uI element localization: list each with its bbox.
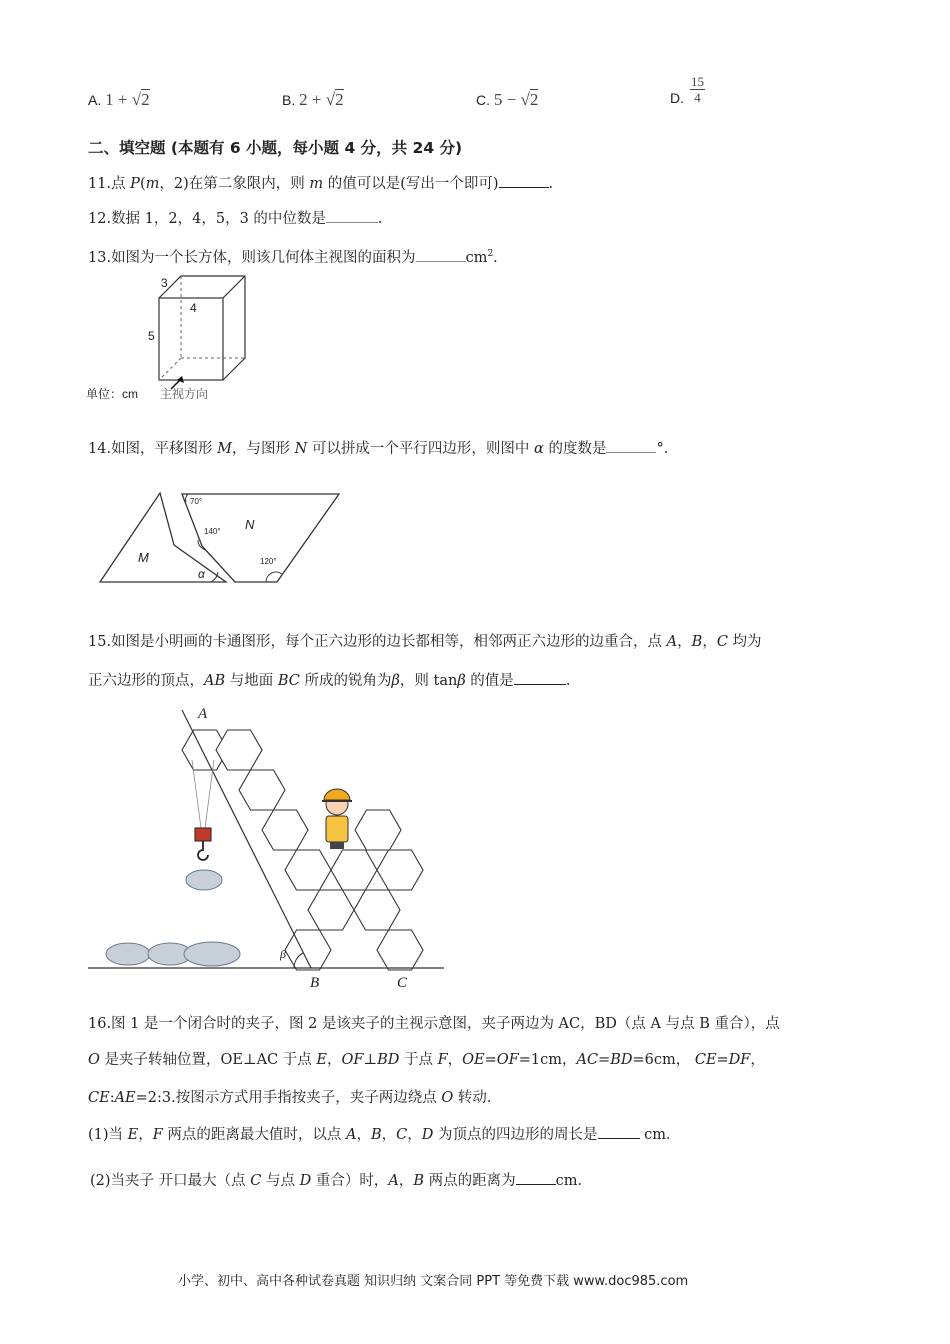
shape-n-label: N: [245, 517, 255, 532]
question-16-part-2: (2)当夹子 开口最大（点 C 与点 D 重合）时，A，B 两点的距离为 cm．: [90, 1170, 592, 1191]
label-4: 4: [190, 301, 197, 315]
beta-label: β: [280, 947, 286, 961]
question-15-line-1: 15.如图是小明画的卡通图形，每个正六边形的边长都相等，相邻两正六边形的边重合，点 A，B，C 均为: [88, 634, 762, 650]
option-b: B. 2 + √2: [282, 90, 344, 109]
label-3: 3: [161, 276, 168, 290]
section-title: 二、填空题 (本题有 6 小题，每小题 4 分，共 24 分): [88, 139, 463, 157]
question-16-part-1: (1)当 E，F 两点的距离最大值时，以点 A，B，C，D 为顶点的四边形的周长是 cm．: [88, 1124, 681, 1145]
unit-label: 单位：cm: [86, 387, 138, 401]
point-c-label: C: [397, 975, 408, 991]
angle-140-label: 140°: [204, 527, 221, 536]
question-16-line-1: 16.图 1 是一个闭合时的夹子，图 2 是该夹子的主视示意图，夹子两边为 AC，BD（点 A 与点 B 重合），点: [88, 1016, 780, 1032]
question-13: 13.如图为一个长方体，则该几何体主视图的面积为 $cm^2$.: [88, 244, 498, 268]
hanging-rock: [186, 870, 222, 890]
crane-hook-block: [195, 828, 211, 841]
point-b-label: B: [310, 975, 320, 991]
question-11: 11.点 P(m，2)在第二象限内，则 m 的值可以是(写出一个即可) .: [88, 173, 553, 194]
cuboid-figure: [84, 270, 284, 405]
angle-70-label: 70°: [190, 497, 203, 506]
question-12: 12.数据 1，2，4，5，3 的中位数是 .: [88, 208, 383, 229]
view-label: 主视方向: [160, 387, 209, 401]
angle-120-label: 120°: [260, 557, 277, 566]
answer-blank-16-2: [516, 1170, 556, 1185]
question-15-line-2: 正六边形的顶点，AB 与地面 BC 所成的锐角为β，则 tanβ 的值是 .: [88, 670, 570, 691]
question-16-line-2: O 是夹子转轴位置，OE⊥AC 于点 E，OF⊥BD 于点 F，OE=OF=1cm，AC=BD=6cm， CE=DF，: [88, 1052, 765, 1068]
hexagon-grid: [182, 730, 423, 970]
answer-blank-13: [416, 247, 466, 262]
question-16-line-3: CE:AE=2:3.按图示方式用手指按夹子，夹子两边绕点 O 转动．: [88, 1090, 502, 1106]
label-5: 5: [148, 329, 155, 343]
answer-blank-11: [499, 173, 549, 188]
alpha-label: α: [198, 567, 205, 581]
answer-blank-12: [326, 208, 378, 223]
rock-3: [184, 942, 240, 966]
point-a-label: A: [198, 706, 208, 722]
option-b-expr: 2 + √2: [299, 90, 344, 109]
option-a-expr: 1 + √2: [105, 90, 150, 109]
answer-blank-15: [514, 670, 566, 685]
answer-blank-14: [606, 438, 656, 453]
option-c: C. 5 − √2: [476, 90, 539, 109]
option-d-fraction: 15 4: [691, 74, 704, 105]
cuboid-back-edges: [159, 276, 245, 380]
shape-m-label: M: [138, 550, 149, 565]
option-a: A. 1 + √2: [88, 90, 150, 109]
parallelogram-figure: [90, 488, 350, 588]
option-c-expr: 5 − √2: [493, 90, 539, 109]
crane-hook: [198, 841, 208, 860]
cuboid-hidden-edges: [159, 276, 245, 380]
shape-n: [182, 494, 339, 582]
option-d: D.: [670, 90, 684, 106]
worker-cartoon: [322, 789, 352, 849]
page-footer: 小学、初中、高中各种试卷真题 知识归纳 文案合同 PPT 等免费下载 www.doc985.com: [178, 1274, 689, 1289]
answer-blank-16-1: [598, 1124, 640, 1139]
question-14: 14.如图，平移图形 M，与图形 N 可以拼成一个平行四边形，则图中 α 的度数是 °.: [88, 438, 668, 459]
shape-m: [100, 493, 226, 582]
hexagon-figure: [86, 700, 456, 995]
rock-1: [106, 943, 150, 965]
